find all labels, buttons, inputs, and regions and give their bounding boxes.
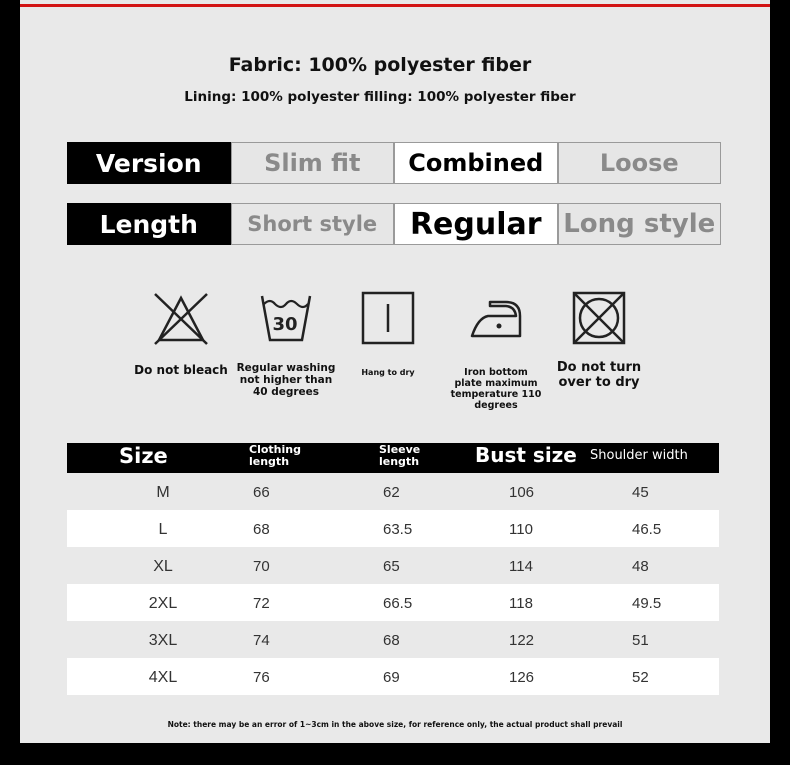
- care-wash-30: [235, 290, 337, 398]
- cell-sleeve-length: 63.5: [383, 521, 413, 538]
- care-no-tumble-dry: [549, 290, 649, 391]
- cell-sleeve-length: 66.5: [383, 595, 413, 612]
- care-no-bleach: [132, 290, 230, 378]
- cell-size: 2XL: [148, 595, 178, 612]
- iron-icon: [468, 290, 524, 346]
- table-row: [67, 510, 719, 547]
- care-iron: [450, 290, 542, 412]
- size-note: Note: there may be an error of 1~3cm in the above size, for reference only, the actual product shall prevail: [167, 720, 623, 729]
- header-clothing-length: Clothing length: [249, 443, 301, 468]
- version-label: Version: [67, 142, 231, 184]
- cell-shoulder-width: 51: [632, 632, 649, 649]
- table-row: [67, 584, 719, 621]
- size-table-header: [67, 443, 719, 473]
- care-label: Hang to dry: [361, 368, 415, 377]
- version-option-combined: Combined: [394, 142, 558, 184]
- cell-shoulder-width: 45: [632, 484, 649, 501]
- hang-dry-icon: [360, 290, 416, 346]
- header-sleeve-length: Sleeve length: [379, 443, 421, 468]
- cell-bust-size: 126: [509, 669, 535, 686]
- cell-clothing-length: 70: [253, 558, 270, 575]
- table-row: [67, 547, 719, 584]
- care-label: Do not turn over to dry: [556, 360, 642, 390]
- cell-bust-size: 110: [509, 521, 533, 538]
- table-row: [67, 658, 719, 695]
- top-accent-line: [20, 4, 770, 7]
- fabric-text: Fabric: 100% polyester fiber: [228, 54, 532, 76]
- cell-clothing-length: 76: [253, 669, 270, 686]
- cell-sleeve-length: 62: [383, 484, 400, 501]
- care-label: Iron bottom plate maximum temperature 110 degrees: [450, 367, 542, 411]
- no-tumble-dry-icon: [571, 290, 627, 346]
- cell-size: XL: [153, 558, 173, 575]
- header-bust-size: Bust size: [475, 443, 577, 467]
- table-row: [67, 621, 719, 658]
- wash-temp-text: 30: [272, 314, 298, 335]
- size-table: [67, 443, 719, 695]
- cell-bust-size: 122: [509, 632, 535, 649]
- cell-size: 4XL: [148, 669, 178, 686]
- cell-clothing-length: 68: [253, 521, 270, 538]
- table-row: [67, 473, 719, 510]
- version-option-loose: Loose: [558, 142, 722, 184]
- cell-bust-size: 106: [509, 484, 535, 501]
- cell-sleeve-length: 68: [383, 632, 400, 649]
- version-row: [67, 142, 721, 184]
- wash-30-icon: [258, 290, 314, 346]
- header-shoulder-width: Shoulder width: [590, 448, 688, 463]
- cell-bust-size: 118: [509, 595, 533, 612]
- care-hang-dry: [352, 290, 424, 377]
- lining-text: Lining: 100% polyester filling: 100% polyester fiber: [184, 89, 576, 105]
- cell-clothing-length: 72: [253, 595, 270, 612]
- header-size: Size: [119, 444, 168, 468]
- cell-shoulder-width: 48: [632, 558, 649, 575]
- cell-shoulder-width: 49.5: [632, 595, 662, 612]
- length-option-long-style: Long style: [558, 203, 722, 245]
- cell-size: M: [156, 484, 170, 501]
- cell-sleeve-length: 65: [383, 558, 400, 575]
- length-option-short-style: Short style: [231, 203, 395, 245]
- cell-clothing-length: 66: [253, 484, 270, 501]
- cell-shoulder-width: 52: [632, 669, 649, 686]
- cell-bust-size: 114: [509, 558, 533, 575]
- version-option-slim-fit: Slim fit: [231, 142, 395, 184]
- cell-shoulder-width: 46.5: [632, 521, 662, 538]
- cell-size: 3XL: [148, 632, 178, 649]
- cell-sleeve-length: 69: [383, 669, 400, 686]
- care-label: Do not bleach: [134, 363, 228, 377]
- cell-clothing-length: 74: [253, 632, 270, 649]
- length-row: [67, 203, 721, 245]
- length-option-regular: Regular: [394, 203, 558, 245]
- no-bleach-icon: [153, 290, 209, 346]
- cell-size: L: [158, 521, 168, 538]
- care-label: Regular washing not higher than 40 degrees: [236, 362, 336, 399]
- length-label: Length: [67, 203, 231, 245]
